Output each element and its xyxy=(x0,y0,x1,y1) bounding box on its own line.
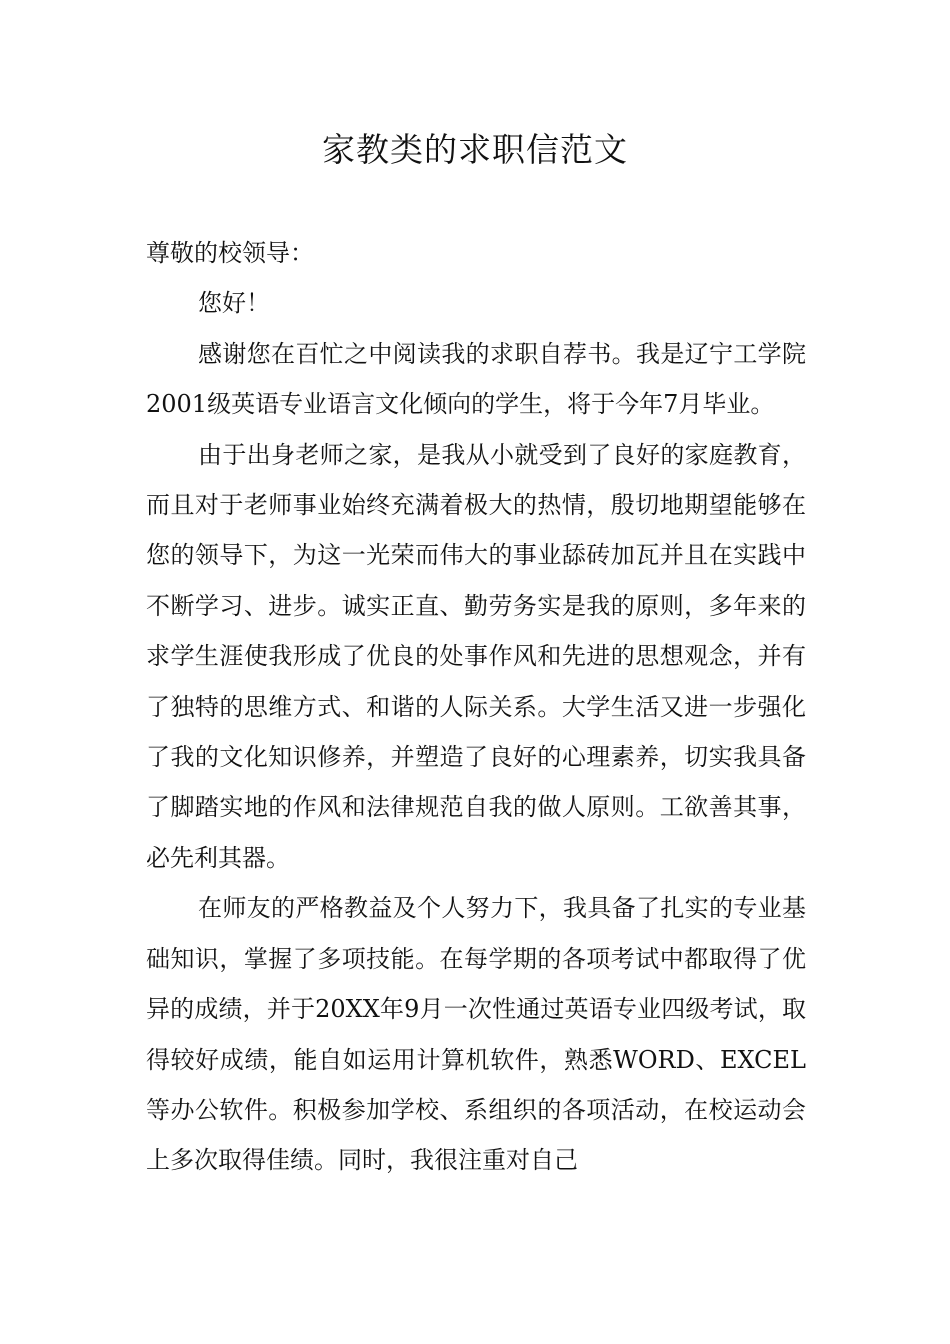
document-title: 家教类的求职信范文 xyxy=(322,130,628,169)
salutation: 尊敬的校领导： xyxy=(146,239,314,267)
greeting: 您好！ xyxy=(198,289,270,318)
paragraph-intro: 感谢您在百忙之中阅读我的求职自荐书。我是辽宁工学院2001级英语专业语言文化倾向的学生，将于今年7月毕业。 xyxy=(146,339,806,419)
document-body xyxy=(146,228,806,1186)
paragraph-skills: 在师友的严格教益及个人努力下，我具备了扎实的专业基础知识，掌握了多项技能。在每学期的各项考试中都取得了优异的成绩，并于20XX年9月一次性通过英语专业四级考试，取得较好成绩，能自如运用计算机软件，熟悉WORD、EXCEL等办公软件。积极参加学校、系组织的各项活动，在校运动会上多次取得佳绩。同时，我很注重对自己 xyxy=(146,894,806,1175)
paragraph-background: 由于出身老师之家，是我从小就受到了良好的家庭教育，而且对于老师事业始终充满着极大的热情，殷切地期望能够在您的领导下，为这一光荣而伟大的事业舔砖加瓦并且在实践中不断学习、进步。诚实正直、勤劳务实是我的原则，多年来的求学生涯使我形成了优良的处事作风和先进的思想观念，并有了独特的思维方式、和谐的人际关系。大学生活又进一步强化了我的文化知识修养，并塑造了良好的心理素养，切实我具备了脚踏实地的作风和法律规范自我的做人原则。工欲善其事，必先利其器。 xyxy=(146,440,806,872)
